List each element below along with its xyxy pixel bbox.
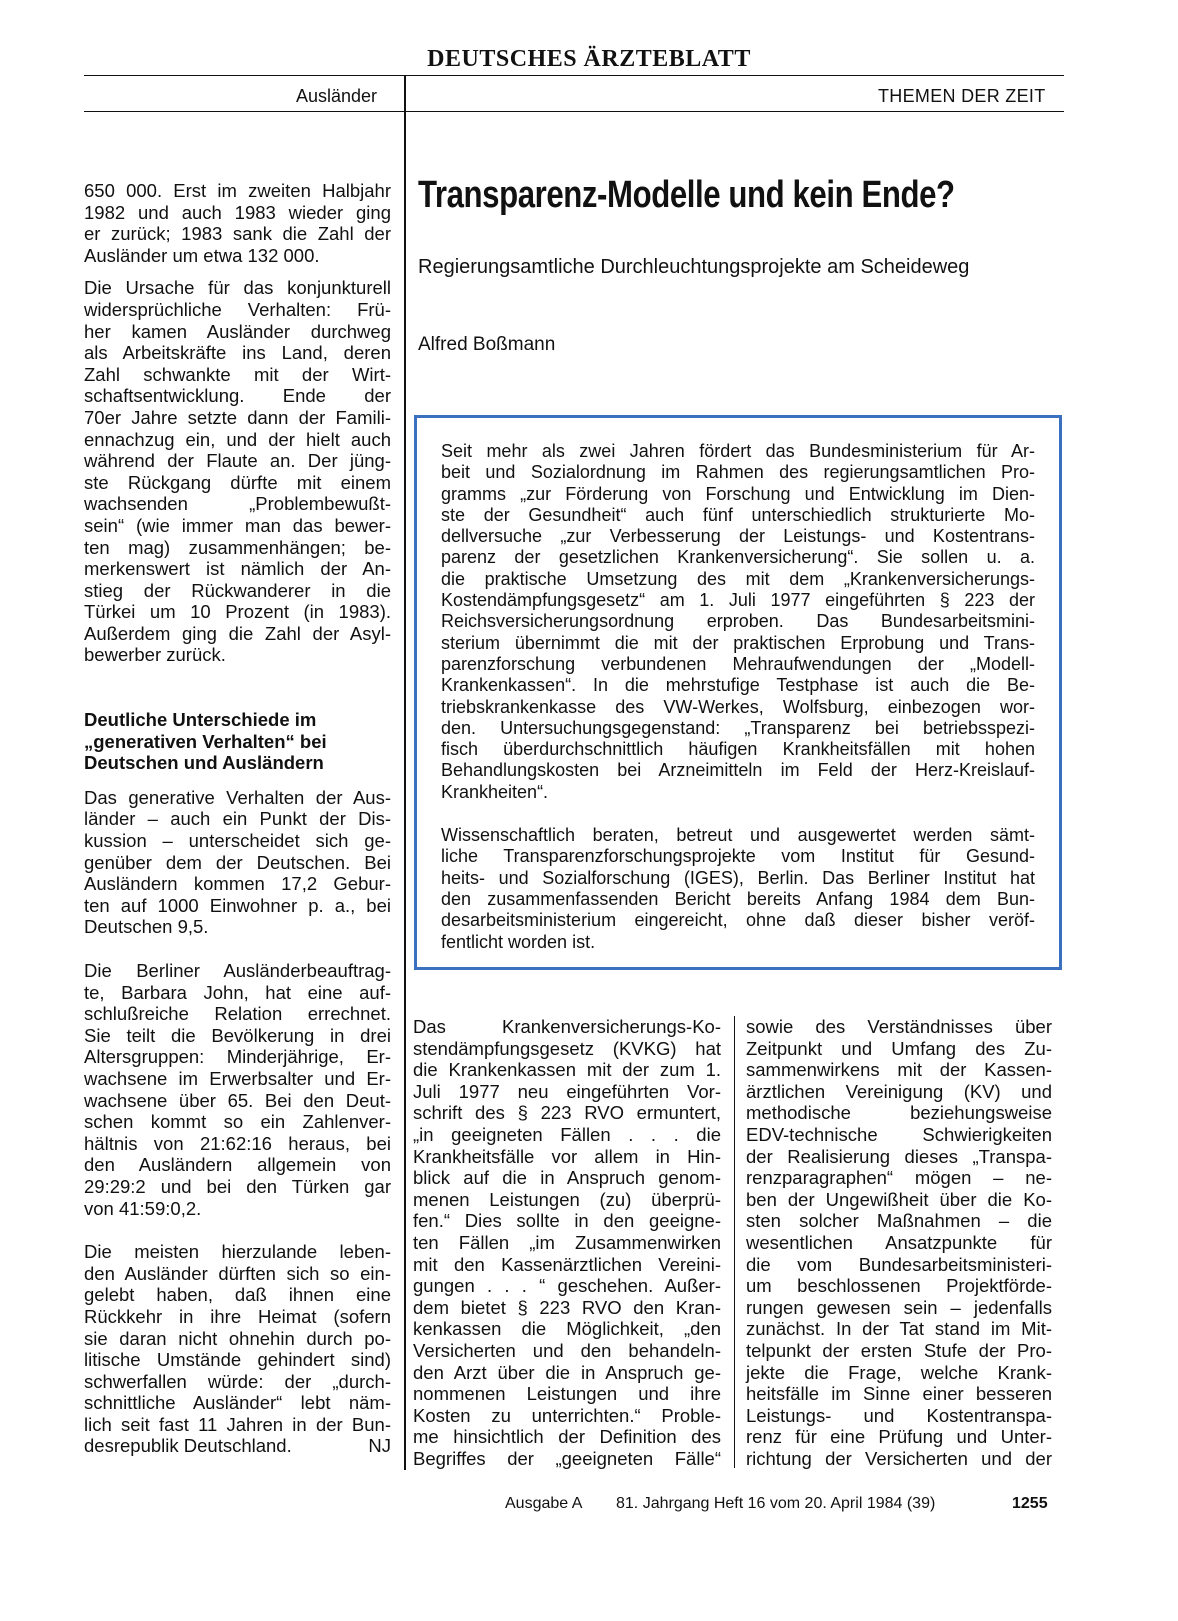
text-line: Das generative Verhalten der Aus- [84, 786, 391, 808]
text-line: beit und Sozialordnung im Rahmen des regierungsamtlichen Pro- [441, 462, 1035, 483]
text-line: während der Flaute an. Der jüng- [84, 450, 391, 472]
text-line: methodische beziehungsweise [746, 1102, 1052, 1124]
body-column-1-text [413, 1016, 721, 1469]
text-line: EDV-technische Schwierigkeiten [746, 1123, 1052, 1145]
text-line: wachsene im Erwerbsalter und Er- [84, 1067, 391, 1089]
subheading-line: Deutliche Unterschiede im [84, 709, 317, 731]
text-line: ten Fällen „im Zusammenwirken [413, 1231, 721, 1253]
text-line: ten auf 1000 Einwohner p. a., bei [84, 894, 391, 916]
article-subtitle: Regierungsamtliche Durchleuchtungsprojekte am Scheideweg [418, 256, 970, 278]
text-line: Kosten zu unterrichten.“ Proble- [413, 1404, 721, 1426]
text-line: Außerdem ging die Zahl der Asyl- [84, 622, 391, 644]
text-line: von 41:59:0,2. [84, 1197, 202, 1219]
text-line: rungen gewesen sein – jedenfalls [746, 1296, 1052, 1318]
text-line: Sie teilt die Bevölkerung in drei [84, 1024, 391, 1046]
text-line: Zeitpunkt und Umfang des Zu- [746, 1037, 1052, 1059]
footer-issue: 81. Jahrgang Heft 16 vom 20. April 1984 (39) [616, 1495, 936, 1512]
text-line: schlußreiche Relation errechnet. [84, 1003, 391, 1025]
left-paragraph-4 [84, 960, 391, 1219]
text-line: Kostendämpfungsgesetz“ am 1. Juli 1977 eingeführten § 223 der [441, 590, 1035, 611]
text-line: mit den Kassenärztlichen Vereini- [413, 1253, 721, 1275]
text-line: stendämpfungsgesetz (KVKG) hat [413, 1037, 721, 1059]
text-line: länder – auch ein Punkt der Dis- [84, 808, 391, 830]
text-line: Krankheitsfälle vor allem in Hin- [413, 1145, 721, 1167]
text-line: schnittliche Ausländer“ lebt näm- [84, 1392, 391, 1414]
text-line: den Arzt über die in Anspruch ge- [413, 1361, 721, 1383]
text-line: nommenen Leistungen und ihre [413, 1383, 721, 1405]
body-column-2 [746, 1016, 1052, 1469]
text-line: Altersgruppen: Minderjährige, Er- [84, 1046, 391, 1068]
left-column [84, 180, 391, 1457]
text-line: schen kommt so ein Zahlenver- [84, 1111, 391, 1133]
text-line: gramms „zur Förderung von Forschung und Entwicklung im Dien- [441, 483, 1035, 504]
text-line: 1982 und auch 1983 wieder ging [84, 201, 391, 223]
text-line: parenzforschung verbundenen Mehraufwendungen der „Modell- [441, 653, 1035, 674]
text-line: richtung der Versicherten und der [746, 1447, 1052, 1469]
left-paragraph-3 [84, 787, 391, 938]
text-line: schaftsentwicklung. Ende der [84, 385, 391, 407]
text-line: ten mag) zusammenhängen; be- [84, 536, 391, 558]
text-line: ste der Gesundheit“ auch fünf unterschiedlich strukturierte Mo- [441, 504, 1035, 525]
text-line: sie daran nicht ohnehin durch po- [84, 1327, 391, 1349]
text-line: den zusammenfassenden Bericht bereits Anfang 1984 dem Bun- [441, 888, 1035, 909]
text-line: litische Umstände gehindert sind) [84, 1349, 391, 1371]
text-line: zunächst. In der Tat stand im Mit- [746, 1318, 1052, 1340]
text-line: dem bietet § 223 RVO den Kran- [413, 1296, 721, 1318]
text-line: sowie des Verständnisses über [746, 1016, 1052, 1037]
text-line: sein“ (wie immer man das bewer- [84, 514, 391, 536]
text-line: Versicherten und den behandeln- [413, 1339, 721, 1361]
text-line: Seit mehr als zwei Jahren fördert das Bundesministerium für Ar- [441, 441, 1035, 461]
text-line: 650 000. Erst im zweiten Halbjahr [84, 180, 391, 201]
text-line: hältnis von 21:62:16 heraus, bei [84, 1132, 391, 1154]
text-line: liche Transparenzforschungsprojekte vom Institut für Gesund- [441, 846, 1035, 867]
text-line: Krankenkassen“. In die mehrstufige Testphase ist auch die Be- [441, 675, 1035, 696]
text-line: te, Barbara John, hat eine auf- [84, 981, 391, 1003]
body-column-divider [734, 1016, 735, 1468]
text-line: ennachzug ein, und der hielt auch [84, 428, 391, 450]
intro-box [414, 415, 1062, 970]
text-line: den Ausländern allgemein von [84, 1154, 391, 1176]
text-line: triebskrankenkasse des VW-Werkes, Wolfsburg, einbezogen wor- [441, 696, 1035, 717]
text-line: lich seit fast 11 Jahren in der Bun- [84, 1413, 391, 1435]
text-line: 29:29:2 und bei den Türken gar [84, 1175, 391, 1197]
left-subheading [84, 709, 391, 774]
left-paragraph-5-last-line: desrepublik Deutschland. [84, 1435, 292, 1457]
intro-paragraph-2 [441, 825, 1035, 953]
text-line: her kamen Ausländer durchweg [84, 320, 391, 342]
text-line: den. Untersuchungsgegenstand: „Transparenz bei betriebsspezi- [441, 717, 1035, 738]
text-line: Das Krankenversicherungs-Ko- [413, 1016, 721, 1037]
text-line: die praktische Umsetzung des mit dem „Krankenversicherungs- [441, 568, 1035, 589]
text-line: blick auf die in Anspruch genom- [413, 1167, 721, 1189]
text-line: jekte die Frage, welche Krank- [746, 1361, 1052, 1383]
left-paragraph-1 [84, 180, 391, 266]
author-signature: NJ [368, 1435, 391, 1457]
text-line: sammenwirkens mit der Kassen- [746, 1059, 1052, 1081]
text-line: fen.“ Dies sollte in den geeigne- [413, 1210, 721, 1232]
footer-edition: Ausgabe A [505, 1495, 583, 1512]
text-line: dellversuche „zur Verbesserung der Leistungs- und Kostentrans- [441, 526, 1035, 547]
page-number: 1255 [1012, 1495, 1048, 1512]
text-line: Ausländern kommen 17,2 Gebur- [84, 873, 391, 895]
text-line: Wissenschaftlich beraten, betreut und ausgewertet werden sämt- [441, 825, 1035, 846]
section-rule [84, 111, 1064, 112]
text-line: Deutschen 9,5. [84, 916, 209, 938]
text-line: Ausländer um etwa 132 000. [84, 244, 320, 266]
text-line: heits- und Sozialforschung (IGES), Berlin. Das Berliner Institut hat [441, 867, 1035, 888]
text-line: Leistungs- und Kostentranspa- [746, 1404, 1052, 1426]
text-line: ste Rückgang dürfte mit einem [84, 471, 391, 493]
text-line: wachsene über 65. Bei den Deut- [84, 1089, 391, 1111]
text-line: merkenswert ist nämlich der An- [84, 558, 391, 580]
text-line: Die Ursache für das konjunkturell [84, 277, 391, 299]
text-line: als Arbeitskräfte ins Land, deren [84, 342, 391, 364]
body-column-1 [413, 1016, 721, 1469]
text-line: Rückkehr in ihre Heimat (sofern [84, 1305, 391, 1327]
text-line: die Krankenkassen mit der zum 1. [413, 1059, 721, 1081]
text-line: renz für eine Prüfung und Unter- [746, 1426, 1052, 1448]
text-line: fisch überdurchschnittlich häufigen Krankheitsfällen mit hohen [441, 739, 1035, 760]
text-line: wachsenden „Problembewußt- [84, 493, 391, 515]
text-line: parenz der gesetzlichen Krankenversicherung“. Sie sollen u. a. [441, 547, 1035, 568]
text-line: 70er Jahre setzte dann der Famili- [84, 406, 391, 428]
subheading-line: „generativen Verhalten“ bei [84, 730, 327, 752]
text-line: bewerber zurück. [84, 644, 226, 666]
text-line: me hinsichtlich der Definition des [413, 1426, 721, 1448]
text-line: widersprüchliche Verhalten: Frü- [84, 298, 391, 320]
text-line: stieg der Rückwanderer in die [84, 579, 391, 601]
text-line: sterium übernimmt die mit der praktischen Erprobung und Trans- [441, 632, 1035, 653]
text-line: er zurück; 1983 sank die Zahl der [84, 223, 391, 245]
text-line: kussion – unterscheidet sich ge- [84, 830, 391, 852]
subheading-line: Deutschen und Ausländern [84, 752, 324, 774]
text-line: gelebt haben, daß ihnen eine [84, 1284, 391, 1306]
masthead-rule [84, 75, 1064, 76]
text-line: schwerfallen würde: der „durch- [84, 1370, 391, 1392]
text-line: Krankheiten“. [441, 781, 549, 802]
text-line: Die Berliner Ausländerbeauftrag- [84, 960, 391, 981]
left-paragraph-5 [84, 1241, 391, 1435]
article-author: Alfred Boßmann [418, 334, 556, 355]
body-column-2-text [746, 1016, 1052, 1469]
text-line: gungen . . . “ geschehen. Außer- [413, 1275, 721, 1297]
text-line: fentlicht worden ist. [441, 931, 596, 952]
text-line: menen Leistungen (zu) überprü- [413, 1188, 721, 1210]
text-line: kenkassen die Möglichkeit, „den [413, 1318, 721, 1340]
text-line: ärztlichen Vereinigung (KV) und [746, 1080, 1052, 1102]
text-line: desarbeitsministerium eingereicht, ohne daß dieser bisher veröf- [441, 910, 1035, 931]
section-label-right: THEMEN DER ZEIT [878, 86, 1046, 106]
text-line: telpunkt der ersten Stufe der Pro- [746, 1339, 1052, 1361]
text-line: Türkei um 10 Prozent (in 1983). [84, 601, 391, 623]
column-divider [404, 75, 406, 1470]
text-line: renzparagraphen“ mögen – ne- [746, 1167, 1052, 1189]
text-line: der Realisierung dieses „Transpa- [746, 1145, 1052, 1167]
text-line: Begriffes der „geeigneten Fälle“ [413, 1447, 721, 1469]
text-line: genüber dem der Deutschen. Bei [84, 851, 391, 873]
text-line: wesentlichen Ansatzpunkte für [746, 1231, 1052, 1253]
intro-paragraph-1 [441, 441, 1035, 803]
masthead: DEUTSCHES ÄRZTEBLATT [427, 46, 751, 72]
text-line: Reichsversicherungsordnung erproben. Das Bundesarbeitsmini- [441, 611, 1035, 632]
text-line: heitsfälle im Sinne einer besseren [746, 1383, 1052, 1405]
text-line: Zahl schwankte mit der Wirt- [84, 363, 391, 385]
text-line: Die meisten hierzulande leben- [84, 1241, 391, 1263]
text-line: schrift des § 223 RVO ermuntert, [413, 1102, 721, 1124]
text-line: Behandlungskosten bei Arzneimitteln im Feld der Herz-Kreislauf- [441, 760, 1035, 781]
article-title: Transparenz-Modelle und kein Ende? [418, 174, 955, 216]
text-line: Juli 1977 neu eingeführten Vor- [413, 1080, 721, 1102]
text-line: „in geeigneten Fällen . . . die [413, 1123, 721, 1145]
section-label-left: Ausländer [296, 86, 378, 106]
text-line: um beschlossenen Projektförde- [746, 1275, 1052, 1297]
text-line: die vom Bundesarbeitsministeri- [746, 1253, 1052, 1275]
text-line: sten solcher Maßnahmen – die [746, 1210, 1052, 1232]
text-line: ben der Ungewißheit über die Ko- [746, 1188, 1052, 1210]
text-line: den Ausländer dürften sich so ein- [84, 1262, 391, 1284]
left-paragraph-5-end [84, 1435, 391, 1457]
left-paragraph-2 [84, 277, 391, 666]
